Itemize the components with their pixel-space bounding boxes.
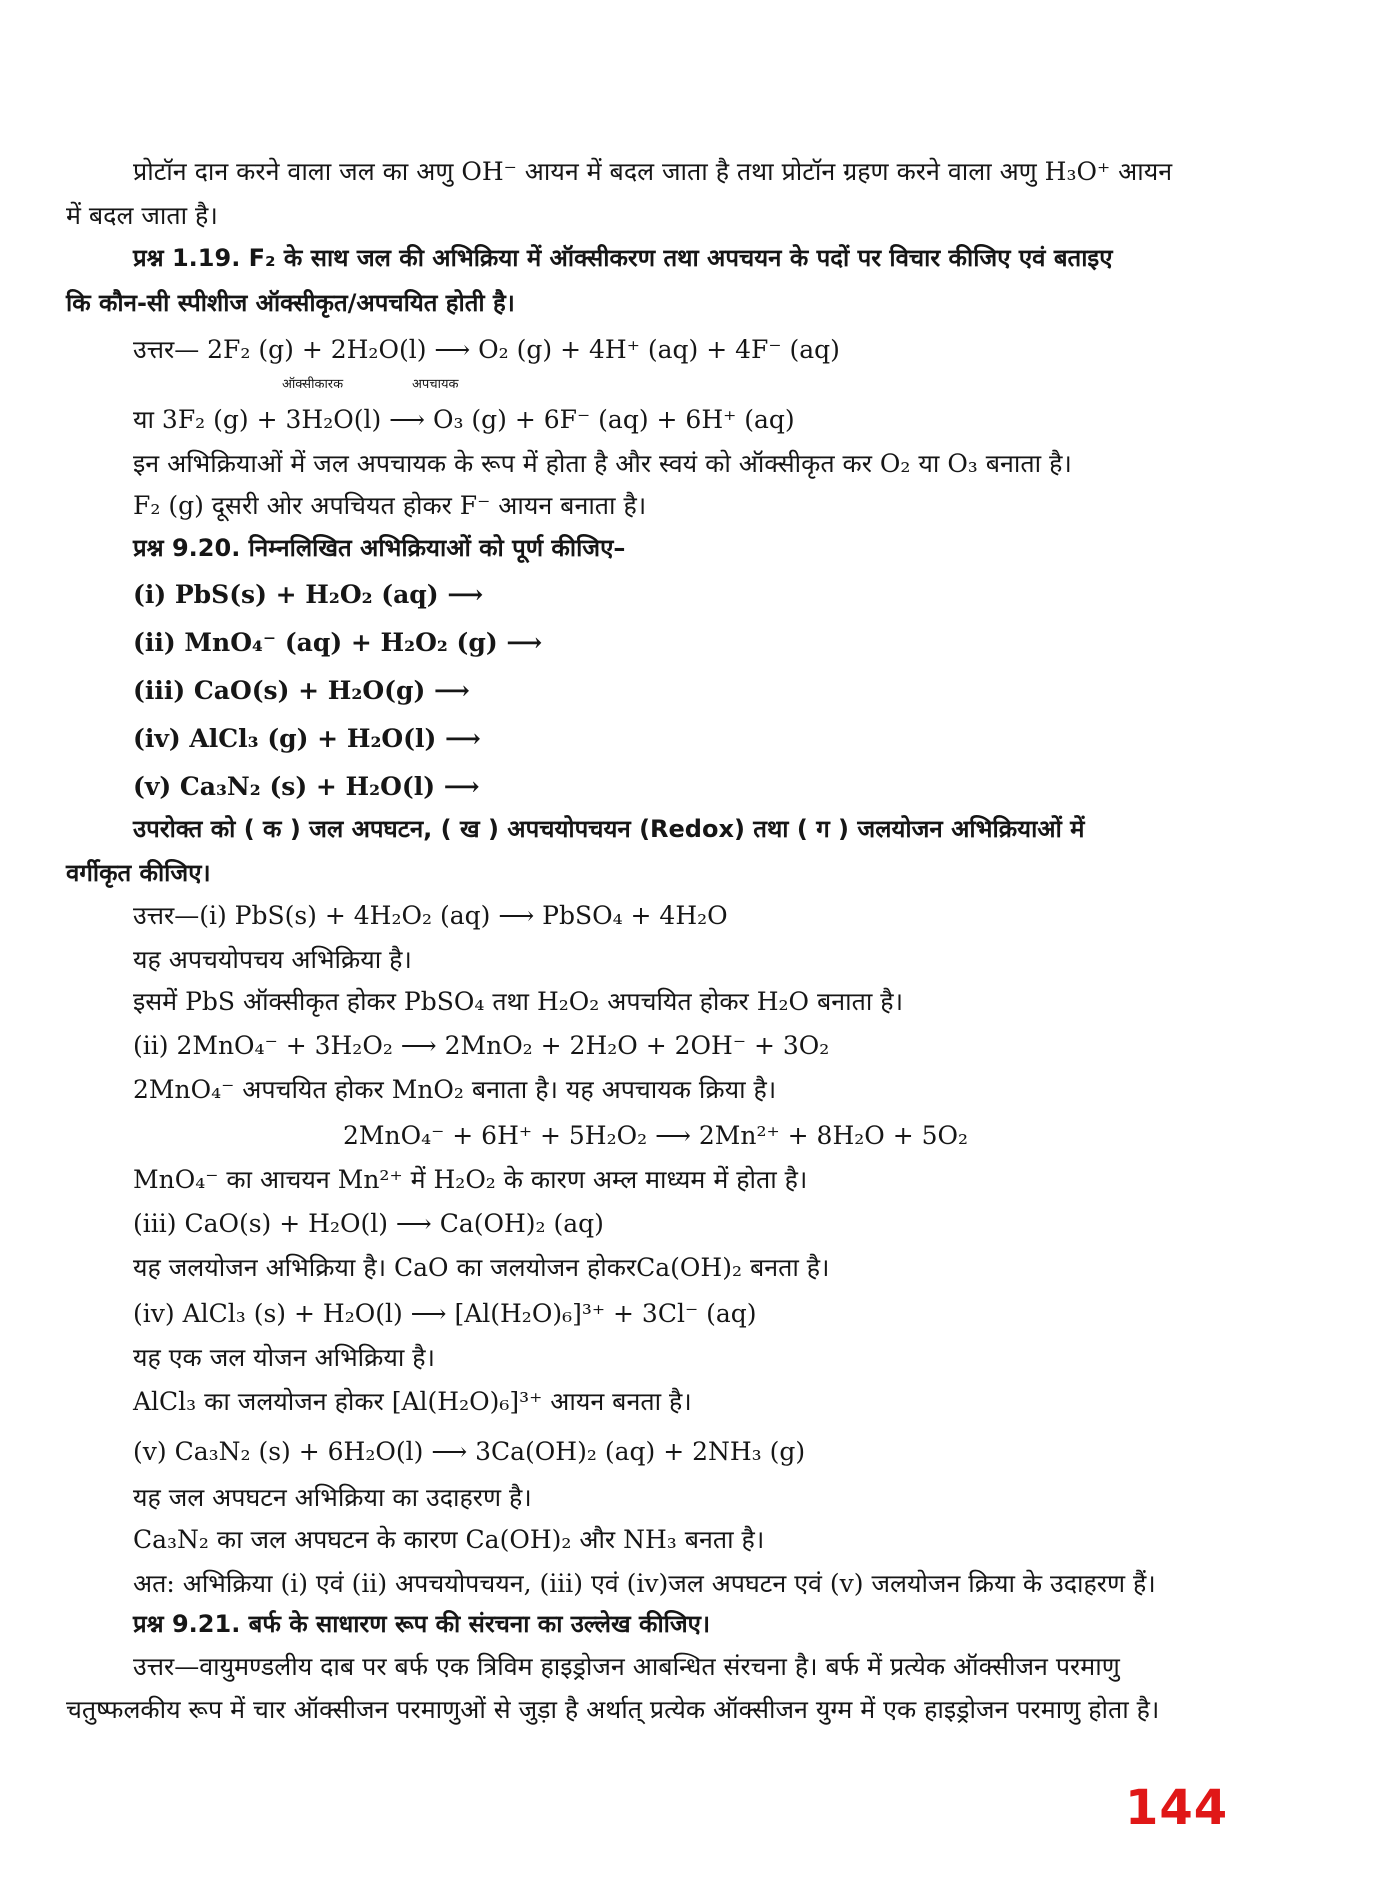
answer-i-explain: इसमें PbS ऑक्सीकृत होकर PbSO₄ तथा H₂O₂ अपचयित होकर H₂O बनाता है। (133, 987, 904, 1016)
classify-line-2: वर्गीकृत कीजिए। (66, 859, 211, 887)
summary-line: अत: अभिक्रिया (i) एवं (ii) अपचयोपचयन, (iii) एवं (iv)जल अपघटन एवं (v) जलयोजन क्रिया के उदाहरण हैं। (133, 1569, 1156, 1598)
answer-ii-equation: (ii) 2MnO₄⁻ + 3H₂O₂ ⟶ 2MnO₂ + 2H₂O + 2OH⁻ + 3O₂ (133, 1031, 830, 1060)
answer-v-note: यह जल अपघटन अभिक्रिया का उदाहरण है। (133, 1483, 532, 1512)
answer-ii-explain: MnO₄⁻ का आचयन Mn²⁺ में H₂O₂ के कारण अम्ल माध्यम में होता है। (133, 1165, 808, 1194)
answer-9-21-line-1: उत्तर—वायुमण्डलीय दाब पर बर्फ एक त्रिविम हाइड्रोजन आबन्धित संरचना है। बर्फ में प्रत्येक ऑक्सीजन परमाणु (133, 1652, 1120, 1681)
answer-equation-2: या 3F₂ (g) + 3H₂O(l) ⟶ O₃ (g) + 6F⁻ (aq) + 6H⁺ (aq) (133, 405, 795, 434)
answer-iv-equation: (iv) AlCl₃ (s) + H₂O(l) ⟶ [Al(H₂O)₆]³⁺ + 3Cl⁻ (aq) (133, 1299, 757, 1328)
text-line-explain-2: F₂ (g) दूसरी ओर अपचियत होकर F⁻ आयन बनाता है। (133, 491, 647, 520)
question-1-19-line-2: कि कौन-सी स्पीशीज ऑक्सीकृत/अपचयित होती है। (66, 289, 515, 317)
page-number: 144 (1125, 1780, 1229, 1836)
text-line-explain-1: इन अभिक्रियाओं में जल अपचायक के रूप में होता है और स्वयं को ऑक्सीकृत कर O₂ या O₃ बनाता है। (133, 449, 1072, 478)
reaction-i: (i) PbS(s) + H₂O₂ (aq) ⟶ (133, 580, 484, 609)
answer-iv-note: यह एक जल योजन अभिक्रिया है। (133, 1343, 435, 1372)
answer-iii-note: यह जलयोजन अभिक्रिया है। CaO का जलयोजन होकरCa(OH)₂ बनता है। (133, 1253, 830, 1282)
answer-v-equation: (v) Ca₃N₂ (s) + 6H₂O(l) ⟶ 3Ca(OH)₂ (aq) + 2NH₃ (g) (133, 1437, 806, 1466)
answer-ii-equation-2: 2MnO₄⁻ + 6H⁺ + 5H₂O₂ ⟶ 2Mn²⁺ + 8H₂O + 5O₂ (343, 1121, 969, 1150)
answer-ii-note: 2MnO₄⁻ अपचयित होकर MnO₂ बनाता है। यह अपचायक क्रिया है। (133, 1075, 777, 1104)
answer-iv-explain: AlCl₃ का जलयोजन होकर [Al(H₂O)₆]³⁺ आयन बनता है। (133, 1387, 692, 1416)
question-9-21: प्रश्न 9.21. बर्फ के साधारण रूप की संरचना का उल्लेख कीजिए। (133, 1610, 711, 1638)
reductant-label: अपचायक (412, 377, 459, 392)
oxidant-label: ऑक्सीकारक (282, 377, 344, 392)
reaction-iii: (iii) CaO(s) + H₂O(g) ⟶ (133, 676, 470, 705)
question-9-20: प्रश्न 9.20. निम्नलिखित अभिक्रियाओं को पूर्ण कीजिए– (133, 534, 626, 562)
question-1-19-line-1: प्रश्न 1.19. F₂ के साथ जल की अभिक्रिया में ऑक्सीकरण तथा अपचयन के पदों पर विचार कीजिए एवं बताइए (133, 244, 1113, 272)
reaction-iv: (iv) AlCl₃ (g) + H₂O(l) ⟶ (133, 724, 481, 753)
answer-equation-1: उत्तर— 2F₂ (g) + 2H₂O(l) ⟶ O₂ (g) + 4H⁺ (aq) + 4F⁻ (aq) (133, 335, 840, 364)
reaction-v: (v) Ca₃N₂ (s) + H₂O(l) ⟶ (133, 772, 480, 801)
text-line-1: प्रोटॉन दान करने वाला जल का अणु OH⁻ आयन में बदल जाता है तथा प्रोटॉन ग्रहण करने वाला अणु H₃O⁺ आयन (133, 157, 1173, 186)
text-line-2: में बदल जाता है। (66, 201, 218, 230)
reaction-ii: (ii) MnO₄⁻ (aq) + H₂O₂ (g) ⟶ (133, 628, 543, 657)
answer-9-21-line-2: चतुष्फलकीय रूप में चार ऑक्सीजन परमाणुओं से जुड़ा है अर्थात् प्रत्येक ऑक्सीजन युग्म में एक हाइड्रोजन परमाणु होता है। (66, 1695, 1160, 1724)
answer-i-note: यह अपचयोपचय अभिक्रिया है। (133, 945, 412, 974)
answer-v-explain: Ca₃N₂ का जल अपघटन के कारण Ca(OH)₂ और NH₃ बनता है। (133, 1525, 765, 1554)
answer-iii-equation: (iii) CaO(s) + H₂O(l) ⟶ Ca(OH)₂ (aq) (133, 1209, 604, 1238)
answer-i-equation: उत्तर—(i) PbS(s) + 4H₂O₂ (aq) ⟶ PbSO₄ + 4H₂O (133, 901, 728, 930)
classify-line-1: उपरोक्त को ( क ) जल अपघटन, ( ख ) अपचयोपचयन (Redox) तथा ( ग ) जलयोजन अभिक्रियाओं में (133, 815, 1085, 843)
